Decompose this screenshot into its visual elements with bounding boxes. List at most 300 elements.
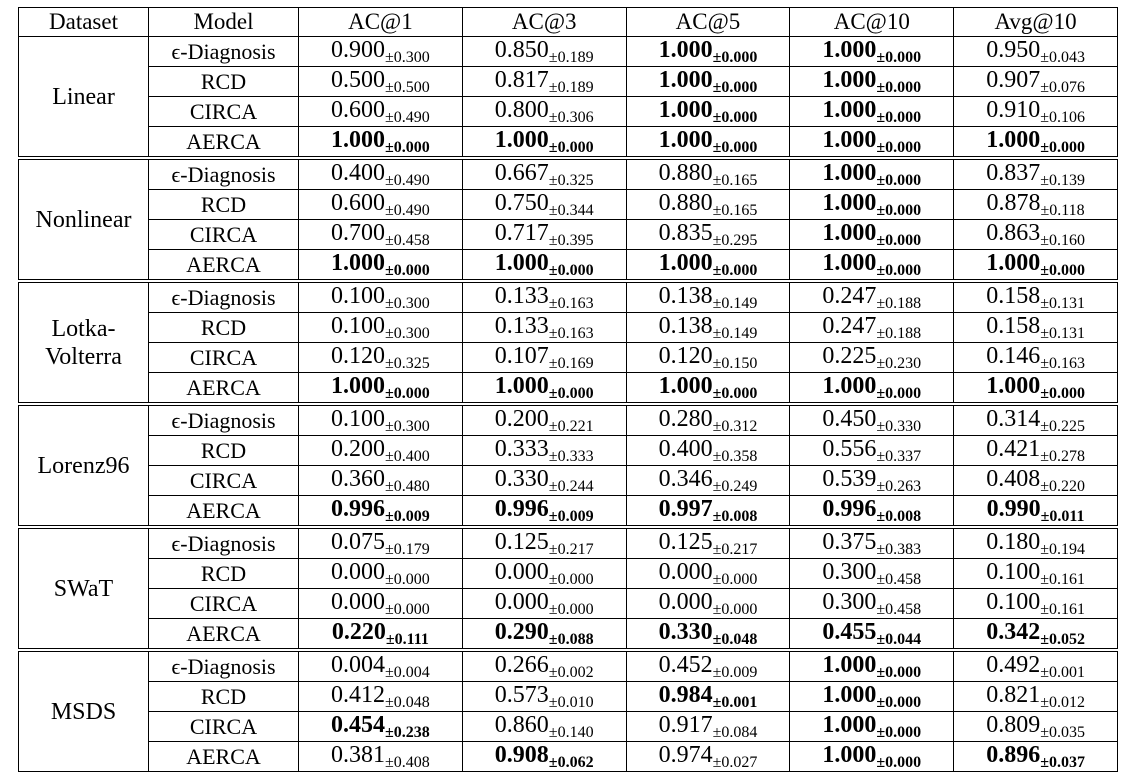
metric-std: ±0.188 xyxy=(876,295,922,312)
metric-cell xyxy=(299,158,463,190)
metric-std: ±0.161 xyxy=(1040,601,1085,618)
metric-mean: 1.000 xyxy=(494,127,549,153)
metric-mean: 0.412 xyxy=(331,682,385,708)
metric-std: ±0.140 xyxy=(548,724,594,741)
model-cell: ϵ-Diagnosis xyxy=(149,404,299,436)
metric-mean: 1.000 xyxy=(331,373,385,399)
metric-cell xyxy=(790,559,954,589)
metric-cell xyxy=(299,190,463,220)
metric-mean: 0.996 xyxy=(331,496,385,522)
table-row xyxy=(19,619,1118,651)
metric-cell xyxy=(462,466,626,496)
metric-std: ±0.106 xyxy=(1040,109,1085,126)
metric-cell xyxy=(790,313,954,343)
table-row xyxy=(19,158,1118,190)
metric-cell xyxy=(790,250,954,282)
metric-cell xyxy=(299,619,463,651)
metric-cell xyxy=(462,313,626,343)
metric-std: ±0.000 xyxy=(385,601,430,618)
metric-std: ±0.088 xyxy=(548,631,594,648)
metric-cell xyxy=(954,436,1118,466)
metric-std: ±0.009 xyxy=(712,664,758,681)
metric-mean: 0.300 xyxy=(822,589,877,615)
model-cell: AERCA xyxy=(149,373,299,405)
metric-std: ±0.035 xyxy=(1040,724,1085,741)
metric-std: ±0.163 xyxy=(548,325,594,342)
metric-mean: 0.314 xyxy=(986,406,1041,432)
metric-std: ±0.004 xyxy=(385,664,430,681)
metric-std: ±0.000 xyxy=(385,262,430,279)
metric-mean: 1.000 xyxy=(822,220,877,246)
metric-std: ±0.008 xyxy=(712,508,758,525)
metric-mean: 0.075 xyxy=(331,529,385,555)
metric-cell xyxy=(462,250,626,282)
metric-cell xyxy=(626,559,790,589)
table-row xyxy=(19,436,1118,466)
metric-cell xyxy=(954,97,1118,127)
metric-std: ±0.118 xyxy=(1040,202,1085,219)
metric-cell xyxy=(954,343,1118,373)
metric-std: ±0.131 xyxy=(1040,325,1085,342)
metric-std: ±0.395 xyxy=(548,232,594,249)
metric-mean: 1.000 xyxy=(658,127,713,153)
metric-mean: 0.000 xyxy=(331,559,385,585)
metric-mean: 0.138 xyxy=(658,313,713,339)
metric-cell xyxy=(462,97,626,127)
metric-std: ±0.179 xyxy=(385,541,430,558)
metric-mean: 0.997 xyxy=(658,496,713,522)
metric-cell xyxy=(954,281,1118,313)
metric-cell xyxy=(790,127,954,159)
model-cell: AERCA xyxy=(149,619,299,651)
metric-mean: 1.000 xyxy=(658,250,713,276)
table-row xyxy=(19,281,1118,313)
model-cell: AERCA xyxy=(149,742,299,772)
metric-std: ±0.295 xyxy=(712,232,758,249)
metric-mean: 1.000 xyxy=(822,712,877,738)
model-cell: RCD xyxy=(149,559,299,589)
metric-std: ±0.150 xyxy=(712,355,758,372)
metric-std: ±0.188 xyxy=(876,325,922,342)
metric-cell xyxy=(954,250,1118,282)
metric-cell xyxy=(299,436,463,466)
header-dataset: Dataset xyxy=(19,8,149,37)
metric-cell xyxy=(790,589,954,619)
metric-std: ±0.001 xyxy=(712,694,758,711)
metric-mean: 0.984 xyxy=(658,682,713,708)
metric-std: ±0.244 xyxy=(548,478,594,495)
table-row xyxy=(19,67,1118,97)
metric-mean: 0.133 xyxy=(494,283,549,309)
dataset-cell: SWaT xyxy=(19,527,149,650)
metric-cell xyxy=(299,589,463,619)
metric-cell xyxy=(299,527,463,559)
metric-cell xyxy=(462,190,626,220)
metric-mean: 1.000 xyxy=(822,652,877,678)
metric-cell xyxy=(790,158,954,190)
metric-cell xyxy=(626,67,790,97)
metric-mean: 0.107 xyxy=(494,343,549,369)
metric-cell xyxy=(790,650,954,682)
metric-cell xyxy=(790,436,954,466)
metric-cell xyxy=(626,37,790,67)
metric-cell xyxy=(954,127,1118,159)
metric-std: ±0.000 xyxy=(876,79,922,96)
metric-cell xyxy=(462,650,626,682)
metric-std: ±0.225 xyxy=(1040,418,1085,435)
metric-cell xyxy=(462,527,626,559)
metric-cell xyxy=(299,220,463,250)
metric-mean: 0.809 xyxy=(986,712,1041,738)
metric-mean: 0.300 xyxy=(822,559,877,585)
metric-std: ±0.490 xyxy=(385,172,430,189)
metric-std: ±0.458 xyxy=(876,601,922,618)
metric-mean: 0.880 xyxy=(658,160,713,186)
metric-cell xyxy=(626,404,790,436)
metric-mean: 0.000 xyxy=(658,589,713,615)
metric-mean: 0.200 xyxy=(331,436,385,462)
model-cell: RCD xyxy=(149,190,299,220)
metric-cell xyxy=(790,466,954,496)
metric-cell xyxy=(462,127,626,159)
metric-mean: 1.000 xyxy=(822,190,877,216)
metric-cell xyxy=(299,67,463,97)
metric-std: ±0.000 xyxy=(876,109,922,126)
metric-mean: 0.908 xyxy=(494,742,549,768)
metric-cell xyxy=(462,343,626,373)
table-header xyxy=(19,8,1118,37)
metric-mean: 1.000 xyxy=(494,373,549,399)
metric-mean: 0.120 xyxy=(658,343,713,369)
metric-cell xyxy=(790,404,954,436)
metric-std: ±0.001 xyxy=(1040,664,1085,681)
metric-cell xyxy=(626,190,790,220)
metric-mean: 0.381 xyxy=(331,742,385,768)
metric-cell xyxy=(626,97,790,127)
metric-cell xyxy=(954,404,1118,436)
table-row xyxy=(19,343,1118,373)
metric-std: ±0.358 xyxy=(712,448,758,465)
model-cell: CIRCA xyxy=(149,589,299,619)
metric-cell xyxy=(954,619,1118,651)
metric-std: ±0.139 xyxy=(1040,172,1085,189)
header-ac3: AC@3 xyxy=(462,8,626,37)
metric-cell xyxy=(462,619,626,651)
metric-cell xyxy=(299,127,463,159)
metric-std: ±0.010 xyxy=(548,694,594,711)
metric-std: ±0.131 xyxy=(1040,295,1085,312)
metric-cell xyxy=(954,158,1118,190)
metric-cell xyxy=(299,373,463,405)
metric-cell xyxy=(462,742,626,772)
metric-cell xyxy=(462,682,626,712)
metric-mean: 0.120 xyxy=(331,343,385,369)
metric-std: ±0.278 xyxy=(1040,448,1085,465)
metric-std: ±0.337 xyxy=(876,448,922,465)
metric-cell xyxy=(790,527,954,559)
model-cell: CIRCA xyxy=(149,97,299,127)
metric-cell xyxy=(954,373,1118,405)
metric-mean: 0.330 xyxy=(658,619,713,645)
metric-cell xyxy=(626,250,790,282)
metric-std: ±0.490 xyxy=(385,202,430,219)
metric-mean: 1.000 xyxy=(822,67,877,93)
header-row xyxy=(19,8,1118,37)
metric-cell xyxy=(954,712,1118,742)
metric-cell xyxy=(299,742,463,772)
metric-cell xyxy=(626,313,790,343)
table-row xyxy=(19,250,1118,282)
metric-std: ±0.217 xyxy=(548,541,594,558)
metric-std: ±0.189 xyxy=(548,49,594,66)
metric-mean: 0.800 xyxy=(494,97,549,123)
metric-cell xyxy=(626,127,790,159)
table-row xyxy=(19,313,1118,343)
metric-mean: 0.880 xyxy=(658,190,713,216)
metric-std: ±0.008 xyxy=(876,508,922,525)
metric-cell xyxy=(299,250,463,282)
metric-std: ±0.000 xyxy=(876,385,922,402)
metric-std: ±0.169 xyxy=(548,355,594,372)
metric-cell xyxy=(790,496,954,528)
metric-mean: 0.000 xyxy=(494,559,549,585)
metric-std: ±0.238 xyxy=(385,724,430,741)
metric-std: ±0.044 xyxy=(876,631,922,648)
metric-std: ±0.333 xyxy=(548,448,594,465)
metric-cell xyxy=(299,496,463,528)
metric-mean: 0.996 xyxy=(494,496,549,522)
metric-cell xyxy=(462,436,626,466)
metric-mean: 0.835 xyxy=(658,220,713,246)
metric-cell xyxy=(462,37,626,67)
metric-mean: 0.346 xyxy=(658,466,713,492)
table-row xyxy=(19,220,1118,250)
metric-mean: 0.492 xyxy=(986,652,1041,678)
metric-mean: 1.000 xyxy=(822,373,877,399)
metric-cell xyxy=(299,682,463,712)
metric-cell xyxy=(790,281,954,313)
metric-std: ±0.325 xyxy=(385,355,430,372)
metric-mean: 0.454 xyxy=(331,712,385,738)
metric-std: ±0.189 xyxy=(548,79,594,96)
model-cell: CIRCA xyxy=(149,220,299,250)
metric-mean: 0.125 xyxy=(494,529,549,555)
metric-std: ±0.408 xyxy=(385,754,430,771)
metric-cell xyxy=(626,527,790,559)
metric-cell xyxy=(954,67,1118,97)
metric-mean: 0.907 xyxy=(986,67,1041,93)
metric-mean: 1.000 xyxy=(658,97,713,123)
metric-mean: 0.990 xyxy=(986,496,1041,522)
metric-cell xyxy=(626,220,790,250)
metric-mean: 1.000 xyxy=(986,373,1041,399)
dataset-cell: Lorenz96 xyxy=(19,404,149,527)
metric-mean: 0.100 xyxy=(331,313,385,339)
metric-std: ±0.500 xyxy=(385,79,430,96)
metric-std: ±0.000 xyxy=(876,664,922,681)
metric-mean: 0.330 xyxy=(494,466,549,492)
metric-std: ±0.221 xyxy=(548,418,594,435)
table-row xyxy=(19,97,1118,127)
metric-cell xyxy=(299,404,463,436)
metric-mean: 0.266 xyxy=(494,652,549,678)
metric-std: ±0.000 xyxy=(1040,139,1085,156)
metric-mean: 1.000 xyxy=(658,37,713,63)
metric-mean: 0.556 xyxy=(822,436,877,462)
metric-cell xyxy=(626,619,790,651)
metric-std: ±0.011 xyxy=(1040,508,1085,525)
metric-cell xyxy=(954,742,1118,772)
metric-mean: 1.000 xyxy=(986,250,1041,276)
metric-cell xyxy=(299,281,463,313)
metric-std: ±0.330 xyxy=(876,418,922,435)
metric-mean: 1.000 xyxy=(822,160,877,186)
model-cell: ϵ-Diagnosis xyxy=(149,37,299,67)
metric-mean: 0.600 xyxy=(331,97,385,123)
metric-cell xyxy=(299,712,463,742)
metric-cell xyxy=(790,37,954,67)
metric-mean: 0.158 xyxy=(986,313,1041,339)
metric-cell xyxy=(954,496,1118,528)
table-row xyxy=(19,373,1118,405)
metric-std: ±0.000 xyxy=(876,139,922,156)
table-row xyxy=(19,190,1118,220)
table-row xyxy=(19,127,1118,159)
metric-std: ±0.400 xyxy=(385,448,430,465)
metric-std: ±0.000 xyxy=(1040,385,1085,402)
table-row xyxy=(19,742,1118,772)
metric-mean: 0.573 xyxy=(494,682,549,708)
metric-mean: 0.452 xyxy=(658,652,713,678)
metric-std: ±0.000 xyxy=(876,202,922,219)
model-cell: AERCA xyxy=(149,250,299,282)
metric-mean: 0.146 xyxy=(986,343,1041,369)
metric-mean: 1.000 xyxy=(331,127,385,153)
table-row xyxy=(19,37,1118,67)
metric-mean: 1.000 xyxy=(822,37,877,63)
metric-mean: 0.138 xyxy=(658,283,713,309)
metric-std: ±0.052 xyxy=(1040,631,1085,648)
metric-std: ±0.000 xyxy=(876,694,922,711)
metric-mean: 0.850 xyxy=(494,37,549,63)
metric-std: ±0.490 xyxy=(385,109,430,126)
metric-std: ±0.383 xyxy=(876,541,922,558)
metric-std: ±0.230 xyxy=(876,355,922,372)
metric-mean: 0.421 xyxy=(986,436,1041,462)
metric-std: ±0.009 xyxy=(385,508,430,525)
metric-std: ±0.009 xyxy=(548,508,594,525)
metric-mean: 0.860 xyxy=(494,712,549,738)
metric-mean: 1.000 xyxy=(658,67,713,93)
metric-std: ±0.300 xyxy=(385,49,430,66)
dataset-cell: MSDS xyxy=(19,650,149,772)
metric-mean: 1.000 xyxy=(494,250,549,276)
header-ac10: AC@10 xyxy=(790,8,954,37)
metric-mean: 0.000 xyxy=(494,589,549,615)
table-row xyxy=(19,589,1118,619)
metric-cell xyxy=(462,158,626,190)
model-cell: ϵ-Diagnosis xyxy=(149,158,299,190)
metric-mean: 0.996 xyxy=(822,496,877,522)
metric-mean: 0.750 xyxy=(494,190,549,216)
model-cell: AERCA xyxy=(149,496,299,528)
model-cell: CIRCA xyxy=(149,466,299,496)
table-row xyxy=(19,404,1118,436)
metric-cell xyxy=(299,559,463,589)
metric-cell xyxy=(299,97,463,127)
metric-cell xyxy=(954,220,1118,250)
metric-cell xyxy=(954,313,1118,343)
metric-cell xyxy=(462,220,626,250)
metric-mean: 0.000 xyxy=(331,589,385,615)
metric-mean: 0.717 xyxy=(494,220,549,246)
metric-std: ±0.037 xyxy=(1040,754,1085,771)
metric-cell xyxy=(954,589,1118,619)
metric-cell xyxy=(790,343,954,373)
table-row xyxy=(19,712,1118,742)
metric-mean: 0.863 xyxy=(986,220,1041,246)
metric-std: ±0.000 xyxy=(876,724,922,741)
metric-mean: 0.360 xyxy=(331,466,385,492)
metric-cell xyxy=(626,343,790,373)
header-ac1: AC@1 xyxy=(299,8,463,37)
metric-std: ±0.000 xyxy=(876,172,922,189)
metric-std: ±0.000 xyxy=(385,139,430,156)
metric-mean: 0.247 xyxy=(822,283,877,309)
model-cell: ϵ-Diagnosis xyxy=(149,650,299,682)
header-avg10: Avg@10 xyxy=(954,8,1118,37)
metric-cell xyxy=(462,712,626,742)
metric-std: ±0.325 xyxy=(548,172,594,189)
metric-std: ±0.000 xyxy=(548,601,594,618)
metric-mean: 0.600 xyxy=(331,190,385,216)
metric-mean: 0.100 xyxy=(986,559,1041,585)
metric-std: ±0.000 xyxy=(876,754,922,771)
metric-std: ±0.161 xyxy=(1040,571,1085,588)
model-cell: RCD xyxy=(149,436,299,466)
metric-cell xyxy=(299,650,463,682)
metric-mean: 1.000 xyxy=(822,742,877,768)
metric-cell xyxy=(954,682,1118,712)
table-row xyxy=(19,682,1118,712)
metric-mean: 1.000 xyxy=(822,250,877,276)
metric-mean: 0.896 xyxy=(986,742,1041,768)
metric-cell xyxy=(626,589,790,619)
metric-mean: 0.817 xyxy=(494,67,549,93)
model-cell: CIRCA xyxy=(149,343,299,373)
metric-std: ±0.000 xyxy=(548,139,594,156)
metric-mean: 0.100 xyxy=(331,406,385,432)
metric-mean: 0.455 xyxy=(822,619,877,645)
metric-mean: 0.974 xyxy=(658,742,713,768)
metric-cell xyxy=(299,343,463,373)
metric-mean: 0.900 xyxy=(331,37,385,63)
metric-cell xyxy=(954,466,1118,496)
metric-std: ±0.000 xyxy=(876,49,922,66)
metric-cell xyxy=(954,190,1118,220)
metric-std: ±0.000 xyxy=(1040,262,1085,279)
metric-cell xyxy=(626,712,790,742)
metric-std: ±0.163 xyxy=(1040,355,1085,372)
metric-cell xyxy=(626,466,790,496)
table-row xyxy=(19,466,1118,496)
metric-cell xyxy=(790,190,954,220)
metric-cell xyxy=(790,682,954,712)
metric-cell xyxy=(462,589,626,619)
metric-std: ±0.458 xyxy=(385,232,430,249)
metric-cell xyxy=(299,466,463,496)
metric-std: ±0.000 xyxy=(712,109,758,126)
